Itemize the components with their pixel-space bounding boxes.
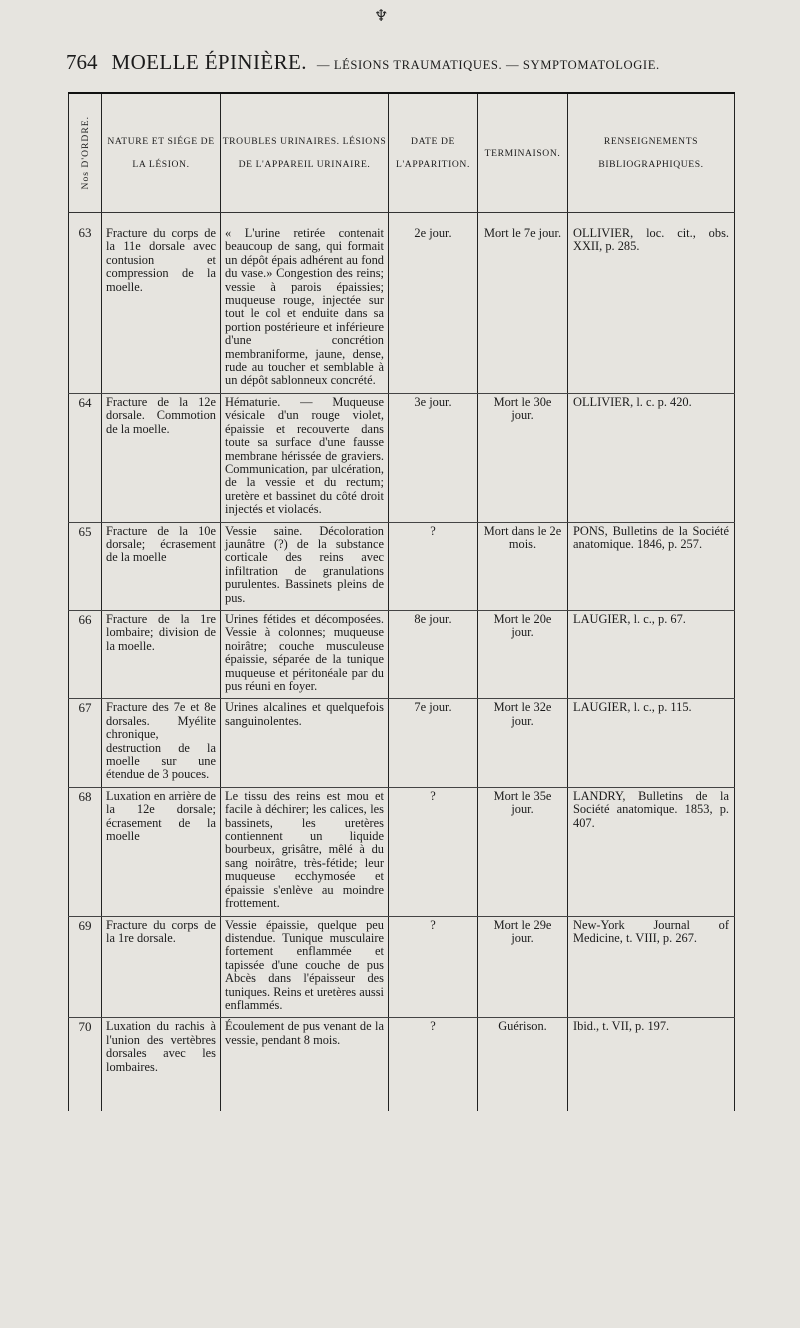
case-number: 65 (69, 522, 102, 610)
table-row (69, 213, 735, 394)
outcome-cell: Mort le 32e jour. (478, 699, 568, 787)
lesion-cell: Fracture de la 12e dorsale. Commotion de la moelle. (102, 393, 221, 522)
urinary-cell: Vessie saine. Décoloration jaunâtre (?) de la substance corticale des reins avec infiltration de granulations purulentes. Bassinets pleins de pus. (221, 522, 389, 610)
urinary-cell: « L'urine retirée contenait beaucoup de sang, qui formait un dépôt épais adhérent au fond du vase.» Congestion des reins; vessie à parois épaissies; muqueuse rouge, injectée sur tout le col et enduite dans sa portion postérieure et inférieure d'une concrétion membraniforme, jaune, dense, rude au toucher et semblable à un dépôt sablonneux concrété. (221, 213, 389, 394)
header-term: TERMINAISON. (478, 93, 568, 213)
lesion-cell: Fracture du corps de la 11e dorsale avec contusion et compression de la moelle. (102, 213, 221, 394)
urinary-cell: Urines fétides et décomposées. Vessie à colonnes; muqueuse noirâtre; couche musculeuse épaissie, séparée de la tunique muqueuse et péritonéale par du pus réuni en foyer. (221, 610, 389, 698)
onset-date-cell: ? (389, 522, 478, 610)
page-number: 764 (66, 50, 98, 74)
header-nature: NATURE ET SIÉGE DE LA LÉSION. (102, 93, 221, 213)
case-number: 67 (69, 699, 102, 787)
outcome-cell: Guérison. (478, 1018, 568, 1112)
reference-cell: LANDRY, Bulletins de la Société anatomique. 1853, p. 407. (568, 787, 735, 916)
lesion-cell: Luxation du rachis à l'union des vertèbres dorsales avec les lombaires. (102, 1018, 221, 1112)
header-num (69, 93, 102, 213)
lesion-cell: Fracture du corps de la 1re dorsale. (102, 916, 221, 1018)
table-row (69, 522, 735, 610)
lesion-cell: Luxation en arrière de la 12e dorsale; écrasement de la moelle (102, 787, 221, 916)
reference-cell: Ibid., t. VII, p. 197. (568, 1018, 735, 1112)
table-row (69, 610, 735, 698)
urinary-cell: Écoulement de pus venant de la vessie, pendant 8 mois. (221, 1018, 389, 1112)
running-head (66, 50, 746, 80)
reference-cell: LAUGIER, l. c., p. 67. (568, 610, 735, 698)
reference-cell: OLLIVIER, loc. cit., obs. XXII, p. 285. (568, 213, 735, 394)
header-date: DATE DE L'APPARITION. (389, 93, 478, 213)
urinary-cell: Urines alcalines et quelquefois sanguinolentes. (221, 699, 389, 787)
page-subtitle: — LÉSIONS TRAUMATIQUES. — SYMPTOMATOLOGIE. (316, 58, 660, 72)
outcome-cell: Mort dans le 2e mois. (478, 522, 568, 610)
case-number: 64 (69, 393, 102, 522)
outcome-cell: Mort le 35e jour. (478, 787, 568, 916)
onset-date-cell: 7e jour. (389, 699, 478, 787)
lesion-cell: Fracture des 7e et 8e dorsales. Myélite chronique, destruction de la moelle sur une étendue de 3 pouces. (102, 699, 221, 787)
onset-date-cell: ? (389, 787, 478, 916)
onset-date-cell: 3e jour. (389, 393, 478, 522)
reference-cell: PONS, Bulletins de la Société anatomique. 1846, p. 257. (568, 522, 735, 610)
table-header-row (69, 93, 735, 213)
outcome-cell: Mort le 30e jour. (478, 393, 568, 522)
case-number: 68 (69, 787, 102, 916)
case-number: 66 (69, 610, 102, 698)
case-number: 63 (69, 213, 102, 394)
reference-cell: LAUGIER, l. c., p. 115. (568, 699, 735, 787)
reference-cell: New-York Journal of Medicine, t. VIII, p. 267. (568, 916, 735, 1018)
onset-date-cell: ? (389, 916, 478, 1018)
outcome-cell: Mort le 20e jour. (478, 610, 568, 698)
printer-ornament: ♆ (374, 8, 389, 25)
onset-date-cell: 8e jour. (389, 610, 478, 698)
header-troubles: TROUBLES URINAIRES. LÉSIONS DE L'APPAREIL URINAIRE. (221, 93, 389, 213)
onset-date-cell: ? (389, 1018, 478, 1112)
header-num-label: Nos D'ORDRE. (79, 116, 91, 190)
outcome-cell: Mort le 29e jour. (478, 916, 568, 1018)
table-row (69, 699, 735, 787)
urinary-cell: Hématurie. — Muqueuse vésicale d'un rouge violet, épaissie et recouverte dans toute sa surface d'une fausse membrane hérissée de graviers. Communication, par ulcération, de la vessie et du rectum; uretère et bassinet du côté droit injectés et violacés. (221, 393, 389, 522)
table-row (69, 916, 735, 1018)
lesion-cell: Fracture de la 1re lombaire; division de la moelle. (102, 610, 221, 698)
lesion-cell: Fracture de la 10e dorsale; écrasement de la moelle (102, 522, 221, 610)
table-row (69, 393, 735, 522)
urinary-cell: Le tissu des reins est mou et facile à déchirer; les calices, les bassinets, les uretères contiennent un liquide bourbeux, grisâtre, mêlé à du sang noirâtre, très-fétide; leur muqueuse ecchymosée et épaissie s'enlève au moindre frottement. (221, 787, 389, 916)
table-row (69, 787, 735, 916)
header-biblio: RENSEIGNEMENTS BIBLIOGRAPHIQUES. (568, 93, 735, 213)
urinary-cell: Vessie épaissie, quelque peu distendue. Tunique musculaire fortement enflammée et tapissée d'une couche de pus Abcès dans l'épaisseur des tuniques. Reins et uretères aussi enflammés. (221, 916, 389, 1018)
reference-cell: OLLIVIER, l. c. p. 420. (568, 393, 735, 522)
outcome-cell: Mort le 7e jour. (478, 213, 568, 394)
case-number: 69 (69, 916, 102, 1018)
onset-date-cell: 2e jour. (389, 213, 478, 394)
case-number: 70 (69, 1018, 102, 1112)
table-row (69, 1018, 735, 1112)
page-title: MOELLE ÉPINIÈRE. (111, 50, 307, 74)
cases-table (68, 92, 735, 1111)
